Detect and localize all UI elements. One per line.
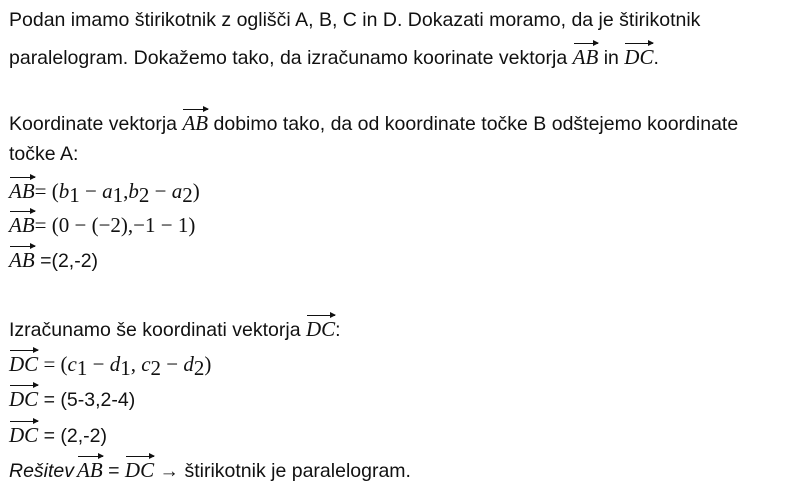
- vector-dc: DC: [9, 420, 38, 448]
- vector-ab: AB: [9, 176, 35, 204]
- var-d: d: [183, 352, 194, 376]
- var-b: b: [128, 179, 139, 203]
- minus: −: [79, 179, 103, 203]
- equals: =: [34, 213, 52, 237]
- dc-step-1: [9, 349, 212, 380]
- subscript: 2: [138, 183, 150, 207]
- ab-explanation-text-2: dobimo tako, da od koordinate točke B odštejemo koordinate: [208, 113, 739, 135]
- ab-step-1: [9, 176, 200, 207]
- conclusion-text: štirikotnik je paralelogram.: [184, 460, 411, 482]
- equals: = (: [34, 179, 59, 203]
- vector-ab: AB: [573, 42, 599, 70]
- intro-line-1: [9, 7, 700, 33]
- dc-step-3: [9, 420, 107, 446]
- subscript: 2: [193, 356, 205, 380]
- vector-ab: AB: [9, 210, 35, 238]
- vector-dc: DC: [9, 384, 38, 412]
- dc-result: = (2,-2): [38, 425, 107, 447]
- colon: :: [335, 319, 341, 341]
- subscript: 2: [182, 183, 193, 207]
- vector-ab: AB: [182, 108, 208, 136]
- var-b: b: [58, 179, 70, 203]
- vector-ab: AB: [9, 245, 35, 273]
- intro-text-1: Podan imamo štirikotnik z oglišči A, B, C in D. Dokazati moramo, da je štirikotnik: [9, 9, 701, 31]
- var-a: a: [171, 179, 183, 203]
- paren-close: ): [192, 179, 200, 203]
- dc-explanation-line: [9, 314, 341, 340]
- equals: = (: [38, 352, 68, 376]
- var-c: c: [67, 352, 77, 376]
- subscript: 1: [76, 356, 88, 380]
- subscript: 1: [112, 183, 124, 207]
- conclusion-label: Rešitev: [9, 460, 75, 482]
- intro-line-2: [9, 42, 659, 68]
- comma: ,: [123, 179, 129, 203]
- var-c: c: [141, 352, 151, 376]
- var-d: d: [109, 352, 121, 376]
- ab-step-3: [9, 245, 98, 271]
- ab-step-2: [9, 210, 195, 236]
- minus: −: [87, 352, 110, 376]
- vector-dc: DC: [624, 42, 653, 70]
- vector-dc: DC: [9, 349, 38, 377]
- paren-close: ): [204, 352, 212, 376]
- minus: −: [149, 179, 172, 203]
- ab-explanation-text-3: točke A:: [9, 143, 79, 165]
- ab-result: =(2,-2): [34, 250, 99, 272]
- dc-step-2: [9, 384, 135, 410]
- comma: ,: [130, 352, 142, 376]
- dc-expression: = (5-3,2-4): [38, 389, 136, 411]
- intro-text-and: in: [598, 47, 625, 69]
- subscript: 1: [69, 183, 80, 207]
- vector-dc: DC: [125, 455, 154, 483]
- var-a: a: [102, 179, 113, 203]
- subscript: 1: [120, 356, 131, 380]
- arrow-right-icon: →: [154, 460, 185, 482]
- vector-dc: DC: [306, 314, 335, 342]
- intro-text-2: paralelogram. Dokažemo tako, da izračunamo koorinate vektorja: [9, 47, 573, 69]
- vector-ab: AB: [77, 455, 103, 483]
- minus: −: [161, 352, 184, 376]
- ab-expression: (0 − (−2),−1 − 1): [51, 213, 196, 237]
- ab-explanation-line-2: [9, 141, 78, 167]
- ab-explanation-text: Koordinate vektorja: [9, 113, 183, 135]
- dc-explanation-text: Izračunamo še koordinati vektorja: [9, 319, 306, 341]
- conclusion-line: [9, 455, 411, 481]
- subscript: 2: [150, 356, 162, 380]
- ab-explanation-line-1: [9, 108, 738, 134]
- intro-period: .: [653, 47, 659, 69]
- equals: =: [102, 460, 125, 482]
